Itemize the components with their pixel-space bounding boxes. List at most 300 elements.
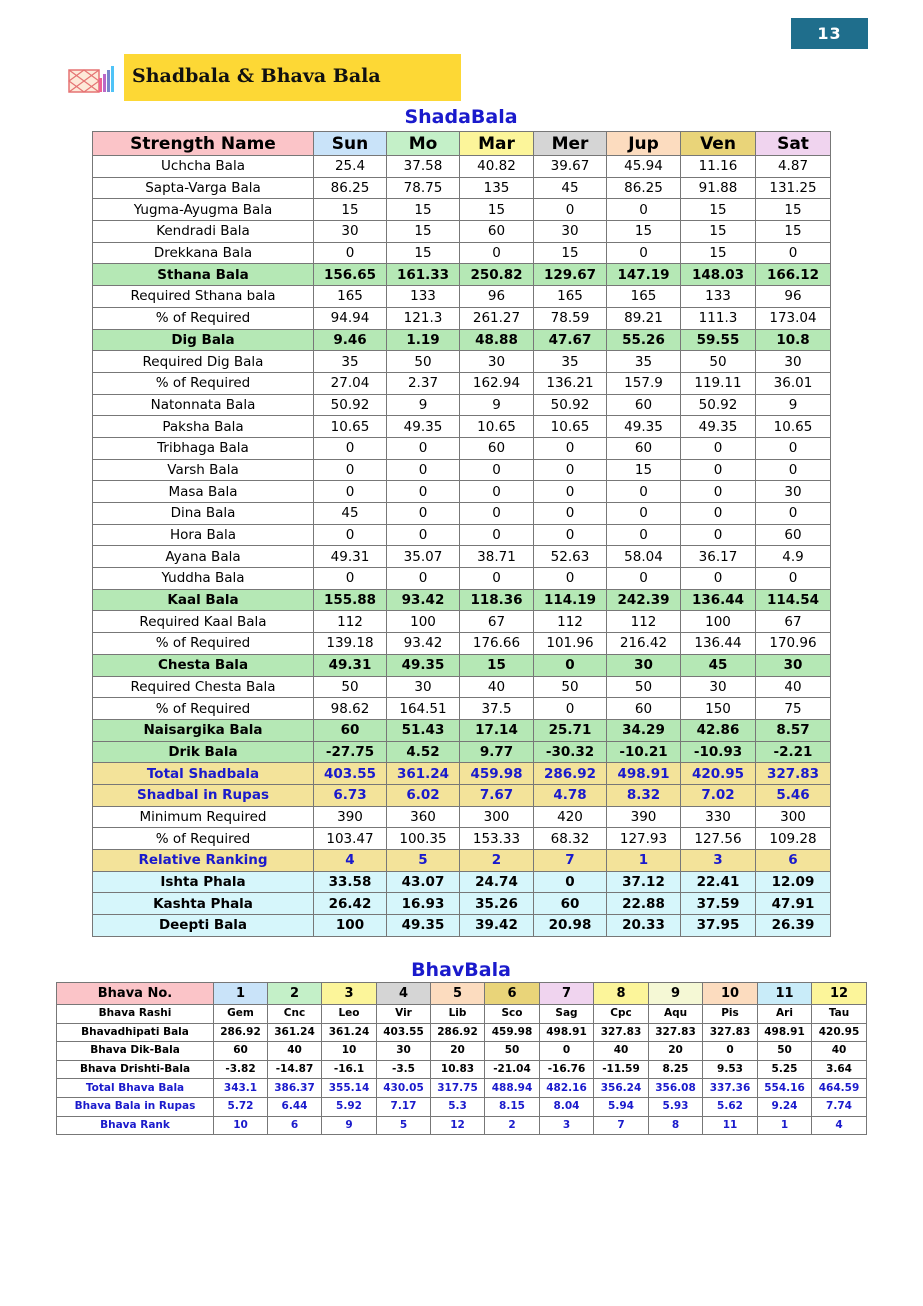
table-cell: 420.95 [681,763,756,785]
column-header: 10 [703,983,758,1005]
table-cell: 10 [214,1116,268,1135]
table-row [57,1005,867,1024]
table-cell: 20.33 [607,915,681,937]
table-cell: 0 [534,871,607,893]
table-cell: 86.25 [607,177,681,199]
table-cell: 0 [756,503,831,525]
row-label: Deepti Bala [93,915,314,937]
table-cell: 4 [812,1116,867,1135]
table-cell: 129.67 [534,264,607,286]
table-cell: 2 [460,850,534,872]
table-cell: 35 [534,351,607,373]
table-cell: 6.44 [268,1097,322,1116]
table-cell: 15 [387,199,460,221]
table-cell: 5 [387,850,460,872]
table-cell: 26.42 [314,893,387,915]
table-cell: 3 [681,850,756,872]
column-header: 5 [431,983,485,1005]
table-cell: 7.74 [812,1097,867,1116]
column-header: Sat [756,132,831,156]
shadbala-title: ShadaBala [404,106,518,128]
table-cell: 5.25 [758,1060,812,1079]
table-cell: 0 [460,481,534,503]
row-label: Drik Bala [93,741,314,763]
table-cell: 131.25 [756,177,831,199]
table-cell: 4.52 [387,741,460,763]
table-cell: 0 [387,481,460,503]
table-cell: 0 [681,459,756,481]
table-cell: 165 [534,286,607,308]
table-cell: 148.03 [681,264,756,286]
table-row [93,286,831,308]
table-cell: 403.55 [377,1023,431,1042]
table-cell: 386.37 [268,1079,322,1098]
table-cell: 93.42 [387,589,460,611]
table-row [93,329,831,351]
table-cell: 45 [681,654,756,676]
table-cell: 139.18 [314,633,387,655]
table-cell: -27.75 [314,741,387,763]
table-cell: 9.53 [703,1060,758,1079]
row-label: Yuddha Bala [93,568,314,590]
row-label: Bhava Bala in Rupas [57,1097,214,1116]
table-cell: 165 [607,286,681,308]
column-header: 2 [268,983,322,1005]
table-cell: 356.08 [649,1079,703,1098]
table-cell: 40 [594,1042,649,1061]
table-cell: 133 [681,286,756,308]
table-cell: 156.65 [314,264,387,286]
table-cell: 242.39 [607,589,681,611]
table-row [93,307,831,329]
table-cell: 0 [387,459,460,481]
table-cell: 300 [460,806,534,828]
table-cell: 100.35 [387,828,460,850]
row-label: Yugma-Ayugma Bala [93,199,314,221]
table-cell: 30 [534,221,607,243]
row-label: Total Bhava Bala [57,1079,214,1098]
table-row [93,893,831,915]
row-label: Bhava Dik-Bala [57,1042,214,1061]
table-cell: -21.04 [485,1060,540,1079]
table-cell: 153.33 [460,828,534,850]
table-cell: 9.77 [460,741,534,763]
table-cell: 59.55 [681,329,756,351]
table-row [93,156,831,178]
table-row [93,546,831,568]
row-label: Natonnata Bala [93,394,314,416]
bhavbala-table [56,982,867,1135]
row-label: Dig Bala [93,329,314,351]
row-label: Total Shadbala [93,763,314,785]
table-cell: 0 [314,437,387,459]
table-cell: 0 [314,459,387,481]
table-cell: Vir [377,1005,431,1024]
table-row [57,1116,867,1135]
table-cell: 133 [387,286,460,308]
table-cell: 9 [460,394,534,416]
table-cell: Gem [214,1005,268,1024]
table-cell: 0 [534,568,607,590]
table-cell: 5 [377,1116,431,1135]
table-cell: 47.67 [534,329,607,351]
table-cell: 15 [681,221,756,243]
table-cell: 0 [607,481,681,503]
column-header: Jup [607,132,681,156]
table-cell: 5.46 [756,784,831,806]
table-cell: 0 [460,524,534,546]
table-cell: 0 [756,437,831,459]
table-cell: 49.35 [387,915,460,937]
table-cell: 0 [681,481,756,503]
table-cell: 16.93 [387,893,460,915]
table-cell: 176.66 [460,633,534,655]
table-cell: 155.88 [314,589,387,611]
table-cell: 114.19 [534,589,607,611]
row-label: Drekkana Bala [93,242,314,264]
table-cell: 420.95 [812,1023,867,1042]
table-cell: 49.35 [681,416,756,438]
table-row [93,915,831,937]
table-cell: 20 [431,1042,485,1061]
column-header: Mar [460,132,534,156]
table-cell: 121.3 [387,307,460,329]
table-cell: 390 [607,806,681,828]
table-cell: 0 [314,481,387,503]
table-cell: 37.12 [607,871,681,893]
table-cell: 0 [607,242,681,264]
table-cell: 30 [377,1042,431,1061]
table-cell: 15 [314,199,387,221]
table-cell: 33.58 [314,871,387,893]
table-cell: 60 [534,893,607,915]
column-header: 3 [322,983,377,1005]
row-label: Naisargika Bala [93,719,314,741]
row-label: Kaal Bala [93,589,314,611]
column-header: Mer [534,132,607,156]
table-cell: 430.05 [377,1079,431,1098]
table-cell: 0 [534,503,607,525]
table-cell: 0 [534,481,607,503]
table-row [93,242,831,264]
table-cell: 40.82 [460,156,534,178]
table-cell: 0 [703,1042,758,1061]
table-cell: 49.31 [314,654,387,676]
column-header: 8 [594,983,649,1005]
row-label: Dina Bala [93,503,314,525]
table-cell: 15 [681,242,756,264]
table-cell: 327.83 [756,763,831,785]
table-cell: 488.94 [485,1079,540,1098]
table-cell: 98.62 [314,698,387,720]
table-row [93,264,831,286]
table-cell: 7 [594,1116,649,1135]
table-cell: 10.65 [314,416,387,438]
table-cell: 96 [460,286,534,308]
table-row [93,611,831,633]
table-row [93,524,831,546]
table-cell: -16.1 [322,1060,377,1079]
table-cell: 0 [534,459,607,481]
table-cell: 37.58 [387,156,460,178]
table-cell: 49.35 [607,416,681,438]
table-cell: 109.28 [756,828,831,850]
table-cell: 4 [314,850,387,872]
table-cell: 250.82 [460,264,534,286]
row-label: Bhava Rank [57,1116,214,1135]
table-cell: 464.59 [812,1079,867,1098]
table-cell: 0 [756,242,831,264]
table-cell: 361.24 [322,1023,377,1042]
table-cell: 0 [460,242,534,264]
table-cell: 22.88 [607,893,681,915]
table-cell: 60 [460,221,534,243]
table-cell: 24.74 [460,871,534,893]
table-cell: 459.98 [485,1023,540,1042]
table-cell: 0 [607,524,681,546]
table-cell: 161.33 [387,264,460,286]
table-row [93,654,831,676]
table-cell: 37.5 [460,698,534,720]
table-cell: 6.73 [314,784,387,806]
row-label: Hora Bala [93,524,314,546]
table-row [93,199,831,221]
table-cell: 498.91 [758,1023,812,1042]
table-cell: 261.27 [460,307,534,329]
table-cell: 47.91 [756,893,831,915]
column-header: 11 [758,983,812,1005]
table-cell: 10.65 [534,416,607,438]
table-cell: 112 [534,611,607,633]
table-cell: 0 [681,503,756,525]
table-cell: 45 [314,503,387,525]
table-cell: 8.57 [756,719,831,741]
table-cell: 39.67 [534,156,607,178]
shadbala-table [92,131,831,937]
table-cell: 390 [314,806,387,828]
table-cell: 118.36 [460,589,534,611]
header-title: Shadbala & Bhava Bala [132,65,381,87]
table-cell: 403.55 [314,763,387,785]
table-cell: -10.21 [607,741,681,763]
table-cell: 15 [756,199,831,221]
table-cell: 8 [649,1116,703,1135]
table-cell: 164.51 [387,698,460,720]
table-cell: 6 [268,1116,322,1135]
column-header: Strength Name [93,132,314,156]
table-cell: 103.47 [314,828,387,850]
table-cell: 0 [314,568,387,590]
table-cell: 112 [314,611,387,633]
table-cell: 35 [314,351,387,373]
column-header: Sun [314,132,387,156]
table-cell: 1 [607,850,681,872]
table-cell: 0 [314,242,387,264]
table-cell: 10.65 [756,416,831,438]
table-cell: 20 [649,1042,703,1061]
table-cell: 0 [460,459,534,481]
table-cell: 15 [534,242,607,264]
chart-icon [68,64,114,98]
table-cell: 15 [607,459,681,481]
table-cell: Tau [812,1005,867,1024]
header-banner [124,54,461,101]
table-cell: 7.17 [377,1097,431,1116]
table-cell: 20.98 [534,915,607,937]
table-cell: 42.86 [681,719,756,741]
table-cell: 89.21 [607,307,681,329]
column-header: 1 [214,983,268,1005]
table-cell: 40 [812,1042,867,1061]
table-cell: 327.83 [649,1023,703,1042]
row-label: Ishta Phala [93,871,314,893]
table-cell: Lib [431,1005,485,1024]
table-cell: 1 [758,1116,812,1135]
table-cell: 482.16 [540,1079,594,1098]
table-row [93,481,831,503]
table-cell: 15 [756,221,831,243]
table-row [93,459,831,481]
table-row [57,1042,867,1061]
table-cell: 127.93 [607,828,681,850]
table-cell: 25.4 [314,156,387,178]
table-cell: 86.25 [314,177,387,199]
row-label: Chesta Bala [93,654,314,676]
table-cell: 50.92 [534,394,607,416]
table-row [93,676,831,698]
table-cell: 37.59 [681,893,756,915]
table-cell: 7.02 [681,784,756,806]
row-label: Required Dig Bala [93,351,314,373]
page-number: 13 [791,18,868,49]
table-cell: 361.24 [268,1023,322,1042]
row-label: % of Required [93,633,314,655]
row-label: Kashta Phala [93,893,314,915]
table-cell: -10.93 [681,741,756,763]
table-cell: 50 [485,1042,540,1061]
table-cell: 67 [460,611,534,633]
table-row [93,741,831,763]
table-cell: Sag [540,1005,594,1024]
table-row [93,416,831,438]
table-cell: 5.93 [649,1097,703,1116]
table-cell: 50 [681,351,756,373]
table-cell: 68.32 [534,828,607,850]
table-cell: Pis [703,1005,758,1024]
column-header: 4 [377,983,431,1005]
table-cell: -16.76 [540,1060,594,1079]
table-cell: -14.87 [268,1060,322,1079]
column-header: Bhava No. [57,983,214,1005]
row-label: Shadbal in Rupas [93,784,314,806]
table-row [93,568,831,590]
table-cell: Leo [322,1005,377,1024]
table-cell: 0 [534,437,607,459]
table-cell: 96 [756,286,831,308]
table-cell: 420 [534,806,607,828]
table-row [93,698,831,720]
table-row [57,1097,867,1116]
table-cell: 1.19 [387,329,460,351]
table-cell: 9.24 [758,1097,812,1116]
table-row [93,221,831,243]
table-row [93,784,831,806]
table-cell: 11 [703,1116,758,1135]
column-header: 6 [485,983,540,1005]
table-cell: 58.04 [607,546,681,568]
table-cell: 9 [387,394,460,416]
table-cell: 0 [607,199,681,221]
table-cell: 356.24 [594,1079,649,1098]
table-cell: 8.25 [649,1060,703,1079]
table-cell: 94.94 [314,307,387,329]
table-cell: 100 [681,611,756,633]
table-cell: 111.3 [681,307,756,329]
bhavbala-header-row [57,983,867,1005]
row-label: Relative Ranking [93,850,314,872]
table-cell: 10.65 [460,416,534,438]
table-cell: 5.92 [322,1097,377,1116]
table-cell: 17.14 [460,719,534,741]
table-cell: 0 [756,568,831,590]
column-header: Ven [681,132,756,156]
table-row [93,372,831,394]
table-cell: 50.92 [681,394,756,416]
table-cell: 78.59 [534,307,607,329]
table-cell: 11.16 [681,156,756,178]
table-cell: 0 [387,524,460,546]
table-cell: 35.07 [387,546,460,568]
table-row [93,633,831,655]
table-cell: 30 [756,351,831,373]
table-cell: 15 [387,221,460,243]
table-cell: 361.24 [387,763,460,785]
table-cell: 15 [607,221,681,243]
row-label: Sthana Bala [93,264,314,286]
table-cell: -11.59 [594,1060,649,1079]
table-cell: 337.36 [703,1079,758,1098]
table-cell: 40 [756,676,831,698]
table-cell: 35 [607,351,681,373]
table-cell: 498.91 [540,1023,594,1042]
row-label: % of Required [93,828,314,850]
table-row [57,1060,867,1079]
table-cell: 50 [314,676,387,698]
table-cell: 9.46 [314,329,387,351]
table-cell: 37.95 [681,915,756,937]
row-label: Sapta-Varga Bala [93,177,314,199]
table-cell: 30 [681,676,756,698]
table-cell: 0 [534,199,607,221]
table-cell: Cnc [268,1005,322,1024]
table-cell: 7 [534,850,607,872]
table-cell: 49.31 [314,546,387,568]
table-row [93,719,831,741]
table-cell: 43.07 [387,871,460,893]
table-cell: 5.62 [703,1097,758,1116]
table-cell: 10.83 [431,1060,485,1079]
table-cell: 0 [756,459,831,481]
table-cell: 67 [756,611,831,633]
table-cell: 112 [607,611,681,633]
table-cell: 157.9 [607,372,681,394]
table-cell: 165 [314,286,387,308]
table-cell: 6.02 [387,784,460,806]
table-row [93,806,831,828]
table-cell: 40 [268,1042,322,1061]
row-label: Required Sthana bala [93,286,314,308]
table-cell: 0 [681,437,756,459]
